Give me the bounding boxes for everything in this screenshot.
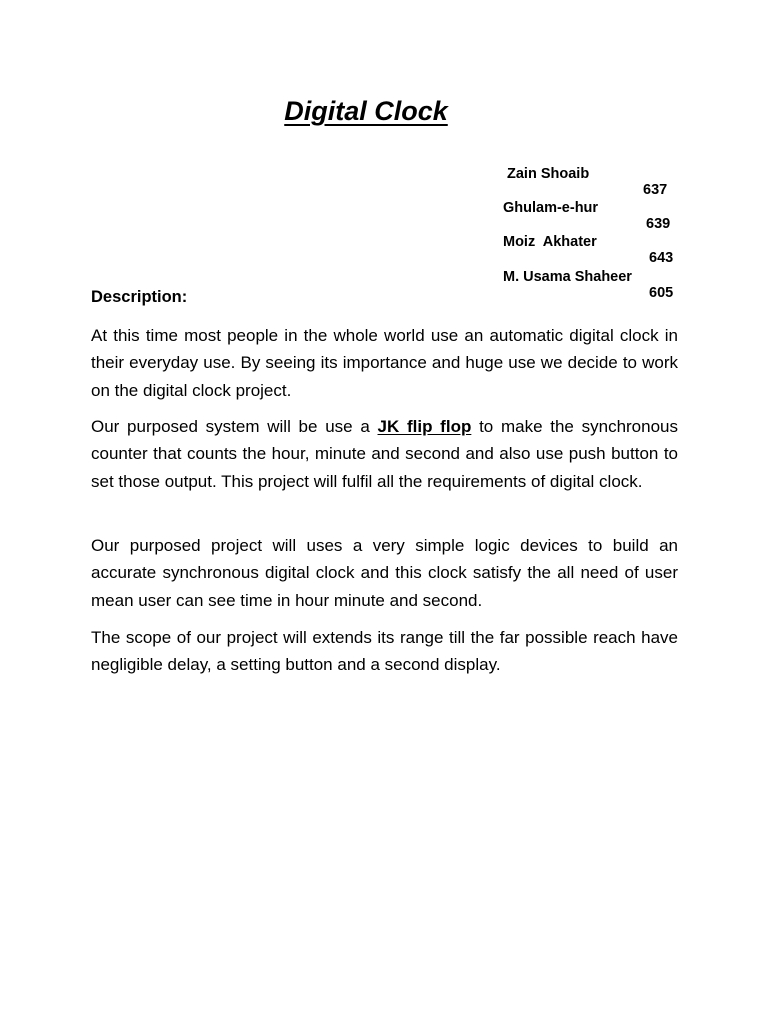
author-name: M. Usama Shaheer	[503, 269, 632, 285]
author-id: 605	[649, 285, 674, 301]
author-name: Moiz Akhater	[503, 234, 597, 250]
author-id: 637	[643, 182, 668, 198]
paragraph: The scope of our project will extends its range till the far possible reach have negligible delay, a setting button and a second display.	[91, 628, 678, 675]
paragraph: Our purposed project will uses a very simple logic devices to build an accurate synchronous digital clock and this clock satisfy the all need of user mean user can see time in hour minute and second.	[91, 536, 678, 610]
paragraph-text: to make the synchronous counter that counts the hour, minute and second and also use push button to set those output. This project will fulfil all the requirements of digital clock.	[91, 417, 679, 491]
paragraph: At this time most people in the whole world use an automatic digital clock in their everyday use. By seeing its importance and huge use we decide to work on the digital clock project.	[91, 326, 678, 400]
paragraph-text: Our purposed system will be use a	[91, 417, 378, 436]
author-id: 639	[646, 216, 671, 232]
author-row	[503, 150, 683, 198]
author-id: 643	[649, 250, 674, 266]
document-title: Digital Clock	[284, 96, 448, 126]
author-row	[503, 218, 683, 266]
description-heading: Description:	[91, 288, 188, 306]
paragraph	[91, 413, 678, 495]
author-name: Ghulam-e-hur	[503, 200, 599, 216]
jk-flip-flop-emphasis: JK flip flop	[377, 417, 472, 436]
author-row	[503, 253, 683, 301]
author-row	[503, 184, 683, 232]
author-name: Zain Shoaib	[507, 166, 590, 182]
